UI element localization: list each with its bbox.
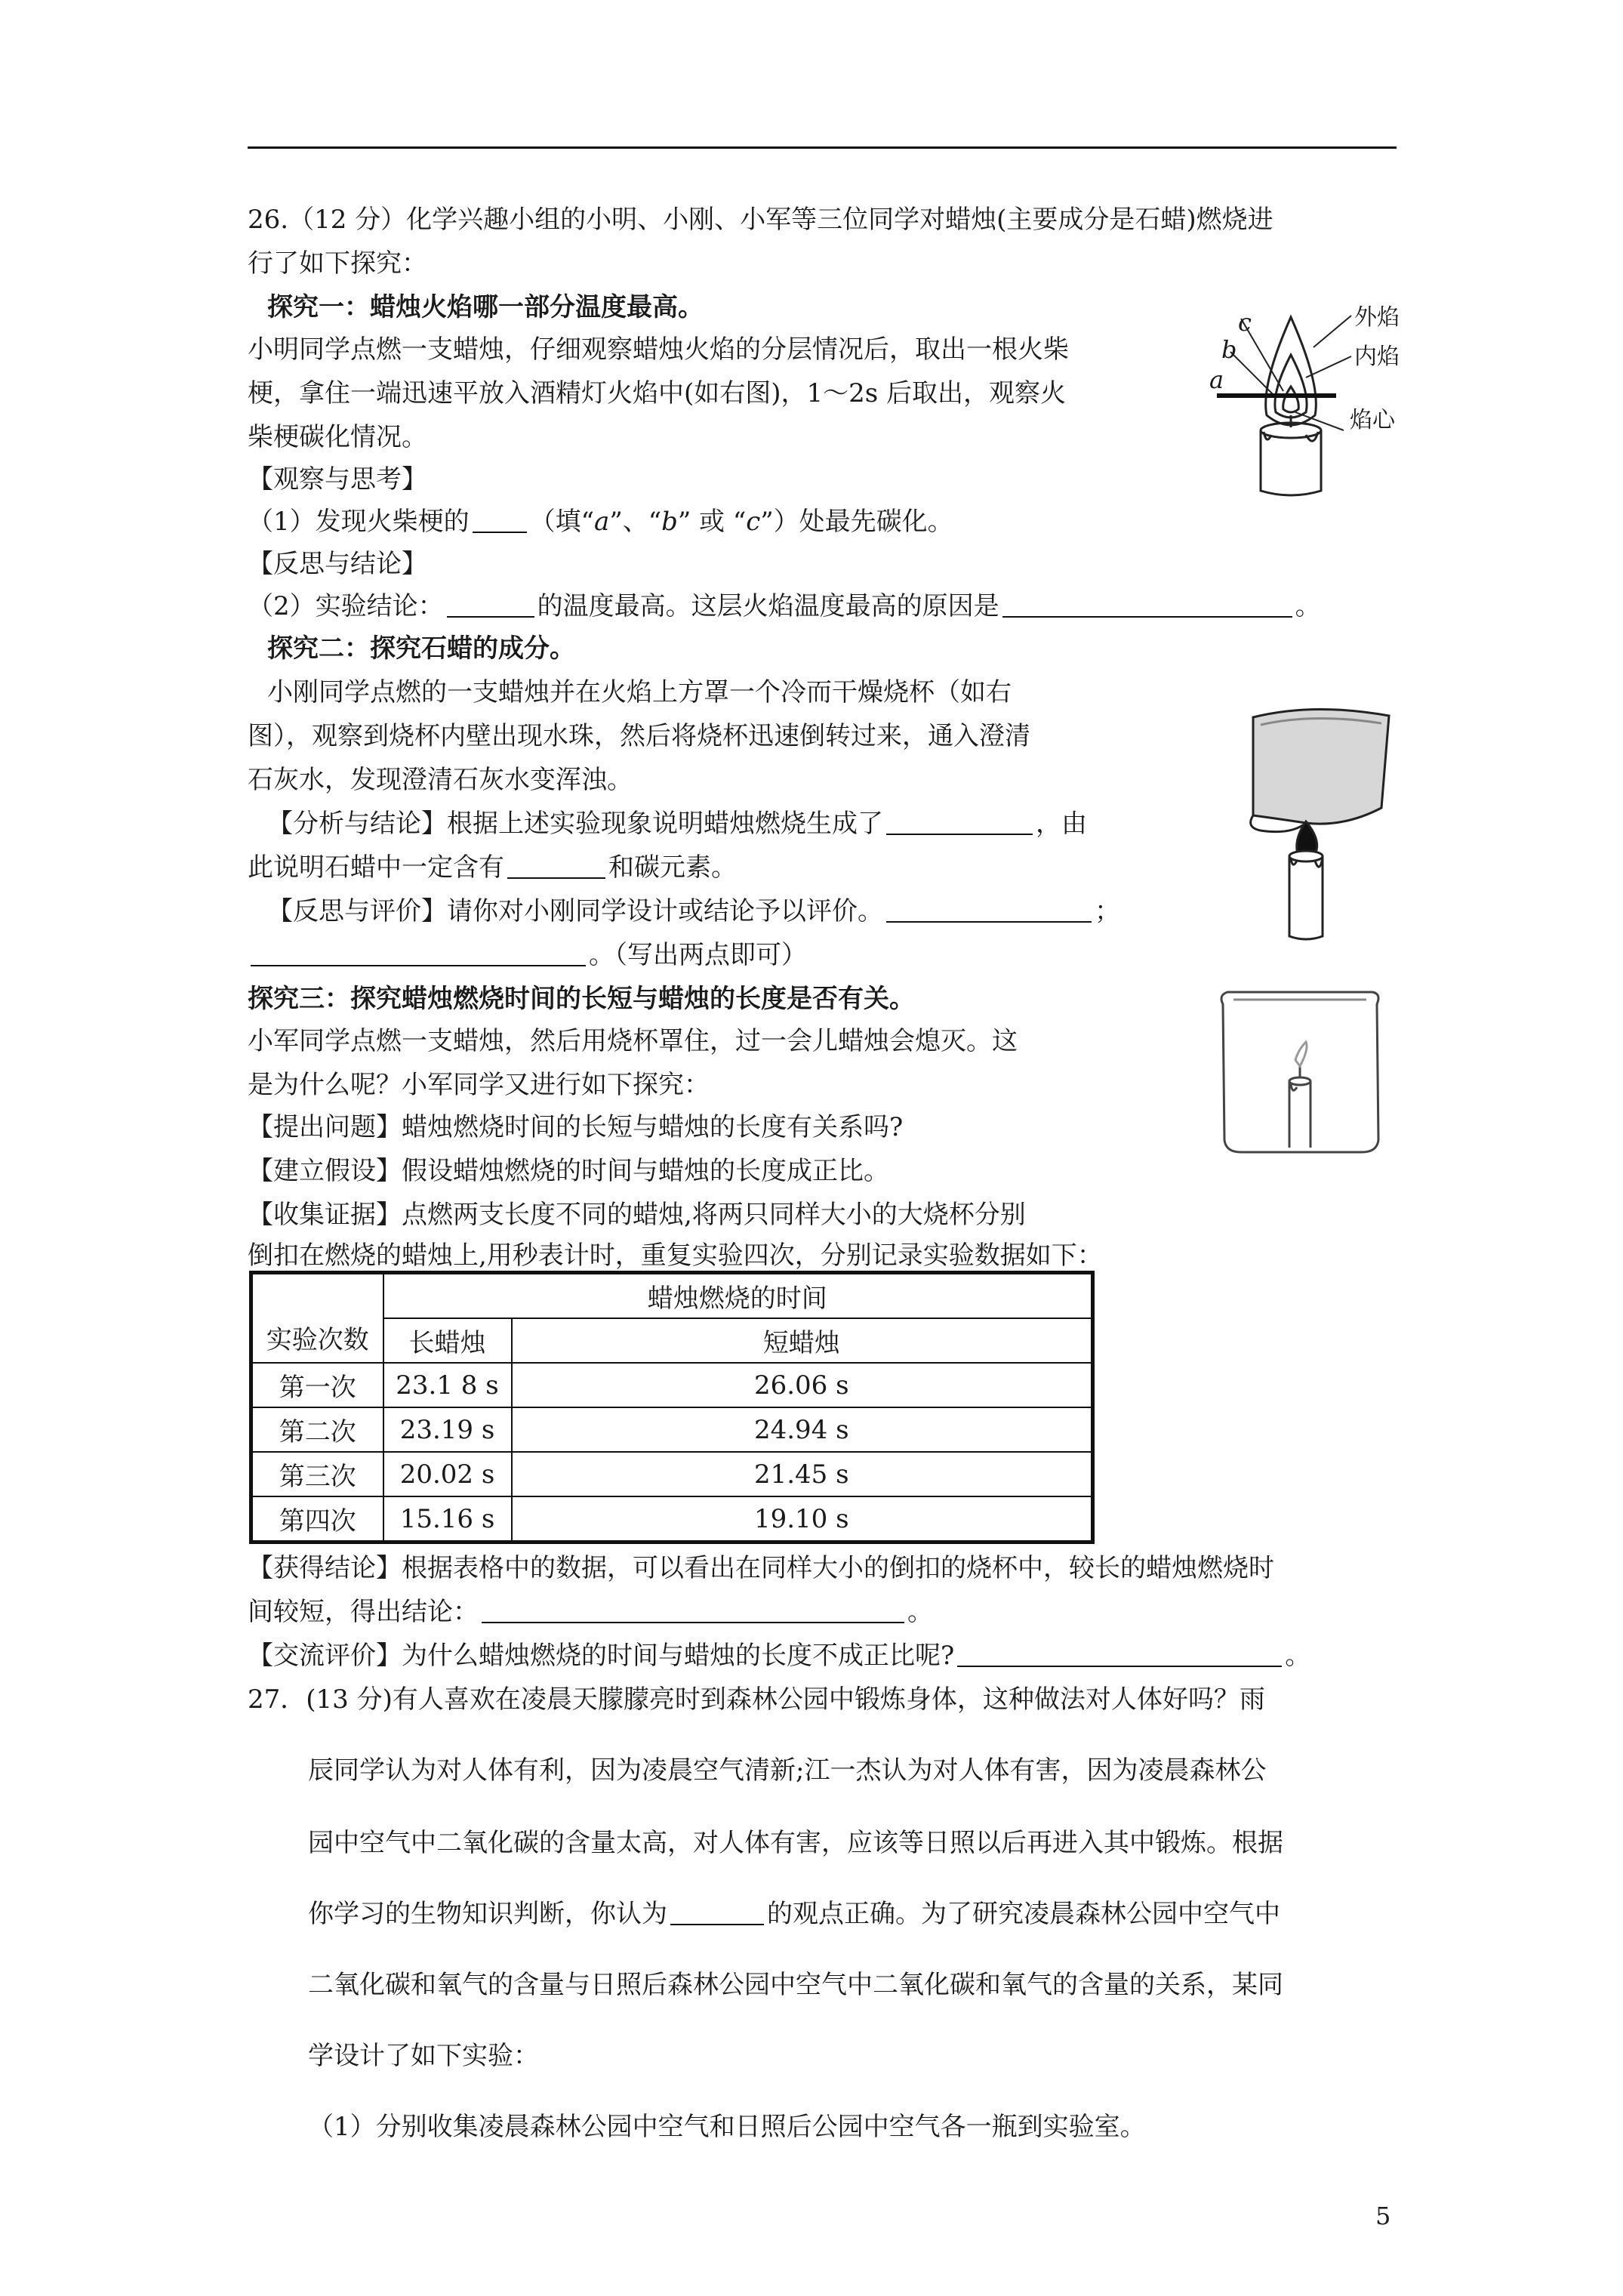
table-row <box>251 1452 1093 1496</box>
reflect-heading: 【反思与结论】 <box>248 549 427 579</box>
part1-title: 探究一：蜡烛火焰哪一部分温度最高。 <box>267 292 704 322</box>
q27-line2: 辰同学认为对人体有利，因为凌晨空气清新;江一杰认为对人体有害，因为凌晨森林公 <box>308 1755 1267 1786</box>
table-row <box>251 1407 1093 1452</box>
q27-line6: 学设计了如下实验： <box>308 2041 539 2071</box>
answer-blank-4[interactable] <box>886 808 1033 835</box>
discuss-text-b: 。 <box>1285 1641 1311 1671</box>
part2-p3: 石灰水，发现澄清石灰水变浑浊。 <box>248 765 633 795</box>
q1-letter-c: c <box>746 507 761 537</box>
part1-p1: 小明同学点燃一支蜡烛，仔细观察蜡烛火焰的分层情况后，取出一根火柴 <box>248 334 1069 365</box>
q27-line3: 园中空气中二氧化碳的含量太高，对人体有害，应该等日照以后再进入其中锻炼。根据 <box>308 1828 1283 1858</box>
part3-title: 探究三：探究蜡烛燃烧时间的长短与蜡烛的长度是否有关。 <box>248 984 915 1014</box>
part2-title: 探究二：探究石蜡的成分。 <box>267 633 575 664</box>
collect-line1: 【收集证据】点燃两支长度不同的蜡烛,将两只同样大小的大烧杯分别 <box>248 1200 1026 1230</box>
analysis-text-a: 【分析与结论】根据上述实验现象说明蜡烛燃烧生成了 <box>267 809 883 839</box>
eval-text-c: 。（写出两点即可） <box>589 940 807 970</box>
label-c: c <box>1238 308 1252 337</box>
q27-text-a: 你学习的生物知识判断，你认为 <box>308 1899 667 1929</box>
q1-letter-b: b <box>661 507 678 537</box>
q2-end: 。 <box>1295 591 1321 621</box>
q2-text-a: （2）实验结论： <box>248 591 444 621</box>
answer-blank-3[interactable] <box>1002 590 1292 618</box>
result-line2 <box>248 1595 933 1629</box>
answer-blank-10[interactable] <box>670 1898 764 1925</box>
cell-long: 23.1 8 s <box>383 1363 512 1407</box>
cell-long: 23.19 s <box>383 1407 512 1452</box>
q26-line2: 行了如下探究： <box>248 248 427 279</box>
eval-line2 <box>248 938 807 972</box>
header-rule <box>248 146 1397 149</box>
label-inner-flame: 内焰 <box>1354 344 1400 370</box>
answer-blank-6[interactable] <box>886 895 1092 923</box>
question-2 <box>248 589 1321 624</box>
question-1 <box>248 504 953 539</box>
discuss-line <box>248 1638 1310 1673</box>
q27-line4 <box>308 1897 1280 1931</box>
analysis-text-b: ，由 <box>1036 809 1087 839</box>
answer-blank-7[interactable] <box>251 939 586 966</box>
label-a: a <box>1209 365 1224 394</box>
collect-line2: 倒扣在燃烧的蜡烛上,用秒表计时，重复实验四次，分别记录实验数据如下： <box>248 1240 1103 1271</box>
part2-p2: 图），观察到烧杯内壁出现水珠，然后将烧杯迅速倒转过来，通入澄清 <box>248 721 1030 751</box>
header-burn-time: 蜡烛燃烧的时间 <box>383 1273 1093 1319</box>
q26-line1: 26.（12 分）化学兴趣小组的小明、小刚、小军等三位同学对蜡烛(主要成分是石蜡)燃烧进 <box>248 205 1273 235</box>
cell-trial: 第四次 <box>251 1496 383 1542</box>
ask-question: 【提出问题】蜡烛燃烧时间的长短与蜡烛的长度有关系吗? <box>248 1112 904 1142</box>
q27-line1: 27．(13 分)有人喜欢在凌晨天朦朦亮时到森林公园中锻炼身体，这种做法对人体好吗？雨 <box>248 1684 1265 1715</box>
result-line1: 【获得结论】根据表格中的数据，可以看出在同样大小的倒扣的烧杯中，较长的蜡烛燃烧时 <box>248 1553 1274 1583</box>
answer-blank-2[interactable] <box>447 590 534 618</box>
discuss-text-a: 【交流评价】为什么蜡烛燃烧的时间与蜡烛的长度不成正比呢? <box>248 1641 955 1671</box>
page-number: 5 <box>1375 2202 1391 2230</box>
q1-text-b: （填“ <box>529 507 595 537</box>
cell-long: 20.02 s <box>383 1452 512 1496</box>
cell-short: 21.45 s <box>512 1452 1093 1496</box>
eval-text-a: 【反思与评价】请你对小刚同学设计或结论予以评价。 <box>267 896 883 926</box>
observe-heading: 【观察与思考】 <box>248 464 427 495</box>
analysis-line1 <box>267 806 1087 841</box>
q1-sep1: ”、“ <box>609 507 662 537</box>
answer-blank-5[interactable] <box>507 852 605 879</box>
analysis-line2 <box>248 850 737 885</box>
part1-p2: 梗，拿住一端迅速平放入酒精灯火焰中(如右图)，1～2s 后取出，观察火 <box>248 378 1067 408</box>
part3-p1: 小军同学点燃一支蜡烛，然后用烧杯罩住，过一会儿蜡烛会熄灭。这 <box>248 1026 1018 1056</box>
part2-p1: 小刚同学点燃的一支蜡烛并在火焰上方罩一个冷而干燥烧杯（如右 <box>267 677 1012 707</box>
answer-blank-1[interactable] <box>473 506 527 533</box>
result-text-a: 间较短，得出结论： <box>248 1597 479 1627</box>
q2-text-b: 的温度最高。这层火焰温度最高的原因是 <box>537 591 999 621</box>
answer-blank-8[interactable] <box>482 1596 904 1623</box>
cell-long: 15.16 s <box>383 1496 512 1542</box>
covered-candle-figure <box>1211 982 1389 1160</box>
q27-text-b: 的观点正确。为了研究凌晨森林公园中空气中 <box>767 1899 1280 1929</box>
header-long-candle: 长蜡烛 <box>383 1318 512 1363</box>
cell-trial: 第一次 <box>251 1363 383 1407</box>
analysis-text-d: 和碳元素。 <box>608 852 737 883</box>
table-row <box>251 1363 1093 1407</box>
q1-sep2: ” 或 “ <box>677 507 747 537</box>
cell-short: 19.10 s <box>512 1496 1093 1542</box>
eval-text-b: ； <box>1095 896 1120 926</box>
cell-short: 26.06 s <box>512 1363 1093 1407</box>
table-row <box>251 1496 1093 1542</box>
burn-time-table <box>249 1271 1095 1544</box>
result-text-b: 。 <box>907 1597 933 1627</box>
hypothesis: 【建立假设】假设蜡烛燃烧的时间与蜡烛的长度成正比。 <box>248 1156 889 1186</box>
cell-trial: 第三次 <box>251 1452 383 1496</box>
q1-letter-a: a <box>594 507 610 537</box>
label-b: b <box>1221 335 1237 364</box>
label-flame-core: 焰心 <box>1350 407 1395 433</box>
header-short-candle: 短蜡烛 <box>512 1318 1093 1363</box>
flame-figure <box>1200 302 1404 506</box>
eval-line1 <box>267 894 1120 929</box>
cell-trial: 第二次 <box>251 1407 383 1452</box>
q1-end: ”）处最先碳化。 <box>760 507 953 537</box>
header-trial: 实验次数 <box>251 1273 383 1364</box>
part3-p2: 是为什么呢？小军同学又进行如下探究： <box>248 1070 710 1100</box>
beaker-candle-figure <box>1230 695 1404 944</box>
cell-short: 24.94 s <box>512 1407 1093 1452</box>
part1-p3: 柴梗碳化情况。 <box>248 422 427 452</box>
answer-blank-9[interactable] <box>957 1640 1282 1667</box>
analysis-text-c: 此说明石蜡中一定含有 <box>248 852 504 883</box>
q1-text-a: （1）发现火柴梗的 <box>248 507 470 537</box>
label-outer-flame: 外焰 <box>1354 304 1400 331</box>
q27-line5: 二氧化碳和氧气的含量与日照后森林公园中空气中二氧化碳和氧气的含量的关系，某同 <box>308 1970 1283 2000</box>
q27-line7: （1）分别收集凌晨森林公园中空气和日照后公园中空气各一瓶到实验室。 <box>308 2112 1146 2142</box>
